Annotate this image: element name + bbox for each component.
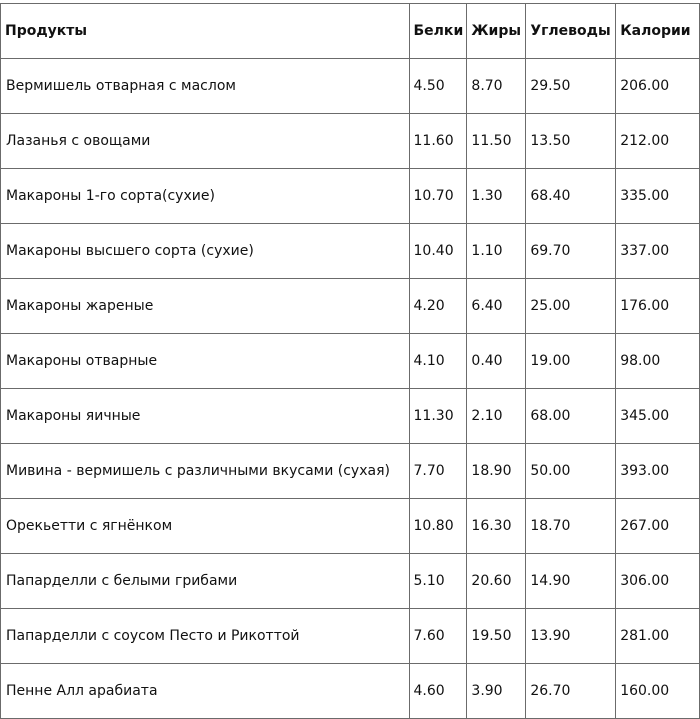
cell-carbs: 68.40 bbox=[526, 169, 616, 224]
cell-calories: 160.00 bbox=[616, 664, 700, 719]
cell-protein: 10.40 bbox=[409, 224, 467, 279]
cell-product: Папарделли с соусом Песто и Рикоттой bbox=[1, 609, 410, 664]
cell-product: Лазанья с овощами bbox=[1, 114, 410, 169]
cell-product: Макароны жареные bbox=[1, 279, 410, 334]
cell-fat: 3.90 bbox=[467, 664, 526, 719]
header-calories: Калории bbox=[616, 4, 700, 59]
cell-product: Макароны высшего сорта (сухие) bbox=[1, 224, 410, 279]
cell-carbs: 50.00 bbox=[526, 444, 616, 499]
cell-carbs: 13.90 bbox=[526, 609, 616, 664]
cell-fat: 6.40 bbox=[467, 279, 526, 334]
table-row bbox=[1, 499, 700, 554]
cell-product: Орекьетти с ягнёнком bbox=[1, 499, 410, 554]
header-protein: Белки bbox=[409, 4, 467, 59]
cell-fat: 20.60 bbox=[467, 554, 526, 609]
cell-calories: 176.00 bbox=[616, 279, 700, 334]
cell-carbs: 18.70 bbox=[526, 499, 616, 554]
cell-fat: 18.90 bbox=[467, 444, 526, 499]
cell-protein: 11.60 bbox=[409, 114, 467, 169]
cell-protein: 10.80 bbox=[409, 499, 467, 554]
cell-fat: 11.50 bbox=[467, 114, 526, 169]
cell-product: Папарделли с белыми грибами bbox=[1, 554, 410, 609]
header-row bbox=[1, 4, 700, 59]
cell-protein: 7.70 bbox=[409, 444, 467, 499]
table-row bbox=[1, 334, 700, 389]
table-body bbox=[1, 59, 700, 719]
cell-protein: 7.60 bbox=[409, 609, 467, 664]
cell-product: Пенне Алл арабиата bbox=[1, 664, 410, 719]
cell-protein: 4.50 bbox=[409, 59, 467, 114]
cell-calories: 335.00 bbox=[616, 169, 700, 224]
cell-protein: 4.10 bbox=[409, 334, 467, 389]
table-row bbox=[1, 279, 700, 334]
cell-protein: 10.70 bbox=[409, 169, 467, 224]
cell-fat: 1.10 bbox=[467, 224, 526, 279]
header-products: Продукты bbox=[1, 4, 410, 59]
table-row bbox=[1, 169, 700, 224]
cell-carbs: 68.00 bbox=[526, 389, 616, 444]
cell-product: Мивина - вермишель с различными вкусами (сухая) bbox=[1, 444, 410, 499]
cell-carbs: 29.50 bbox=[526, 59, 616, 114]
cell-protein: 4.60 bbox=[409, 664, 467, 719]
cell-calories: 267.00 bbox=[616, 499, 700, 554]
cell-calories: 345.00 bbox=[616, 389, 700, 444]
cell-fat: 8.70 bbox=[467, 59, 526, 114]
table-row bbox=[1, 444, 700, 499]
cell-product: Макароны отварные bbox=[1, 334, 410, 389]
table-row bbox=[1, 59, 700, 114]
cell-calories: 337.00 bbox=[616, 224, 700, 279]
nutrition-table bbox=[0, 3, 700, 719]
header-carbs: Углеводы bbox=[526, 4, 616, 59]
cell-calories: 206.00 bbox=[616, 59, 700, 114]
cell-carbs: 19.00 bbox=[526, 334, 616, 389]
cell-protein: 5.10 bbox=[409, 554, 467, 609]
cell-fat: 2.10 bbox=[467, 389, 526, 444]
cell-product: Макароны яичные bbox=[1, 389, 410, 444]
cell-protein: 4.20 bbox=[409, 279, 467, 334]
cell-carbs: 13.50 bbox=[526, 114, 616, 169]
cell-carbs: 69.70 bbox=[526, 224, 616, 279]
table-row bbox=[1, 114, 700, 169]
cell-calories: 281.00 bbox=[616, 609, 700, 664]
cell-fat: 16.30 bbox=[467, 499, 526, 554]
cell-carbs: 25.00 bbox=[526, 279, 616, 334]
cell-carbs: 26.70 bbox=[526, 664, 616, 719]
table-row bbox=[1, 664, 700, 719]
cell-calories: 393.00 bbox=[616, 444, 700, 499]
table-row bbox=[1, 609, 700, 664]
cell-calories: 306.00 bbox=[616, 554, 700, 609]
table-row bbox=[1, 389, 700, 444]
cell-protein: 11.30 bbox=[409, 389, 467, 444]
table-row bbox=[1, 554, 700, 609]
cell-fat: 1.30 bbox=[467, 169, 526, 224]
cell-carbs: 14.90 bbox=[526, 554, 616, 609]
cell-calories: 98.00 bbox=[616, 334, 700, 389]
table-row bbox=[1, 224, 700, 279]
cell-fat: 19.50 bbox=[467, 609, 526, 664]
cell-calories: 212.00 bbox=[616, 114, 700, 169]
cell-fat: 0.40 bbox=[467, 334, 526, 389]
cell-product: Макароны 1-го сорта(сухие) bbox=[1, 169, 410, 224]
header-fat: Жиры bbox=[467, 4, 526, 59]
cell-product: Вермишель отварная с маслом bbox=[1, 59, 410, 114]
